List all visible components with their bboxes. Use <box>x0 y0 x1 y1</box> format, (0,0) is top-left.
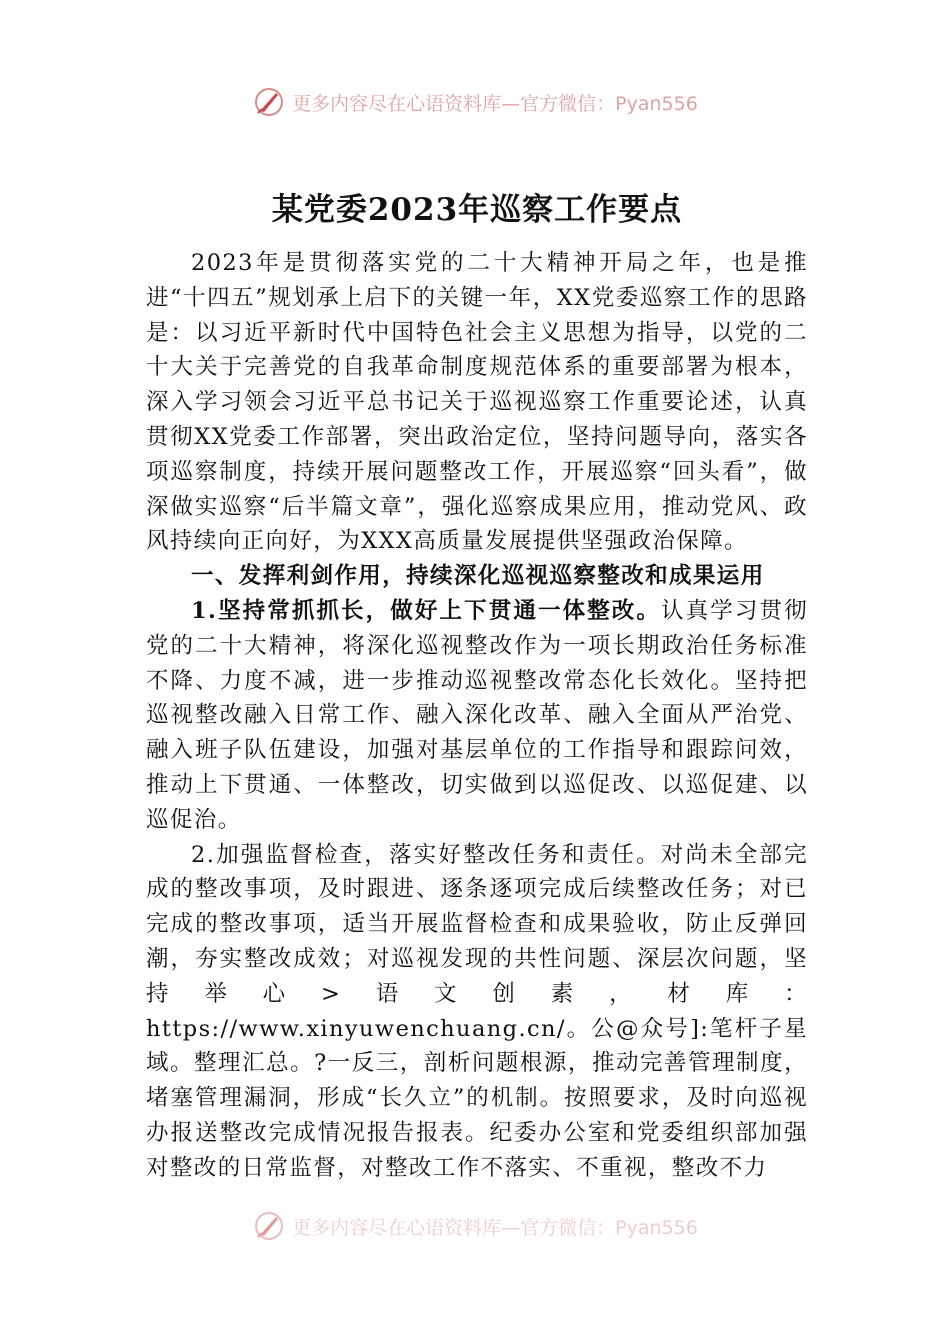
item-1-body: 认真学习贯彻党的二十大精神，将深化巡视整改作为一项长期政治任务标准不降、力度不减，进一步推动巡视整改常态化长效化。坚持把巡视整改融入日常工作、融入深化改革、融入全面从严治党、融入班子队伍建设，加强对基层单位的工作指导和跟踪问效，推动上下贯通、一体整改，切实做到以巡促改、以巡促建、以巡促治。 <box>146 597 808 833</box>
item-1-lead: 1.坚持常抓抓长，做好上下贯通一体整改。 <box>191 597 662 624</box>
document-body <box>146 186 808 1186</box>
item-1-paragraph <box>146 594 808 838</box>
watermark-footer <box>0 1206 950 1246</box>
watermark-text: 更多内容尽在心语资料库—官方微信：Pyan556 <box>292 92 698 115</box>
document-title: 某党委2023年巡察工作要点 <box>271 192 683 228</box>
quill-logo-icon <box>252 1209 286 1243</box>
intro-paragraph: 2023年是贯彻落实党的二十大精神开局之年，也是推进“十四五”规划承上启下的关键一年，XX党委巡察工作的思路是：以习近平新时代中国特色社会主义思想为指导，以党的二十大关于完善党的自我革命制度规范体系的重要部署为根本，深入学习领会习近平总书记关于巡视巡察工作重要论述，认真贯彻XX党委工作部署，突出政治定位，坚持问题导向，落实各项巡察制度，持续开展问题整改工作，开展巡察“回头看”，做深做实巡察“后半篇文章”，强化巡察成果应用，推动党风、政风持续向正向好，为XXX高质量发展提供坚强政治保障。 <box>146 250 808 555</box>
item-2-paragraph: 2.加强监督检查，落实好整改任务和责任。对尚未全部完成的整改事项，及时跟进、逐条逐项完成后续整改任务；对已完成的整改事项，适当开展监督检查和成果验收，防止反弹回潮，夯实整改成效；对巡视发现的共性问题、深层次问题，坚持举心>语文创素，材库：https://www.xinyuwenchuang.cn/。公@众号]:笔杆子星域。整理汇总。?一反三，剖析问题根源，推动完善管理制度，堵塞管理漏洞，形成“长久立”的机制。按照要求，及时向巡视办报送整改完成情况报告报表。纪委办公室和党委组织部加强对整改的日常监督，对整改工作不落实、不重视，整改不力 <box>146 841 808 1181</box>
section-heading: 一、发挥利剑作用，持续深化巡视巡察整改和成果运用 <box>191 563 765 590</box>
watermark-text: 更多内容尽在心语资料库—官方微信：Pyan556 <box>292 1216 698 1239</box>
